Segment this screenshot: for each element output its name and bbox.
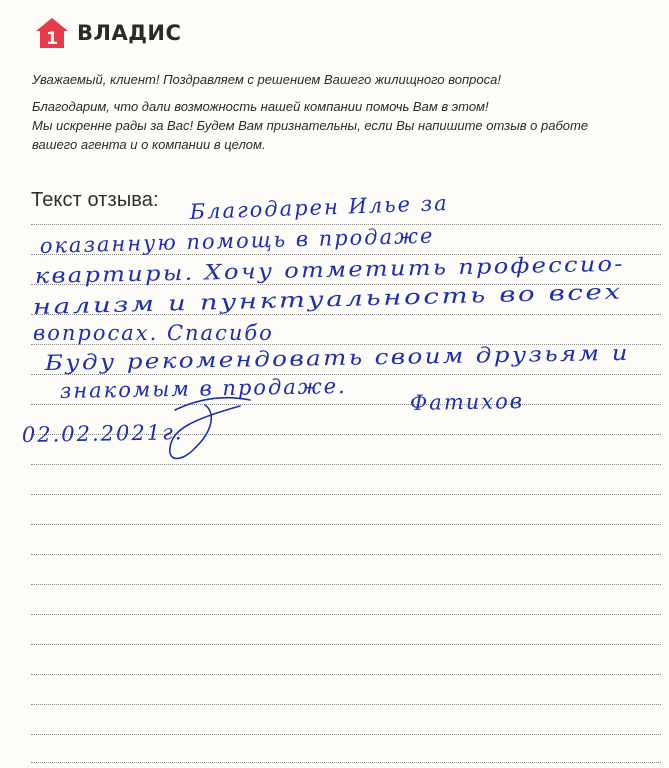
handwritten-line: квартиры. Хочу отметить профессио- <box>34 253 550 288</box>
intro-line-2: Мы искренне рады за Вас! Будем Вам признательны, если Вы напишите отзыв о работе <box>32 118 589 133</box>
handwritten-line: знакомым в продаже. <box>59 373 347 403</box>
handwritten-line: оказанную помощь в продаже <box>39 223 435 258</box>
handwritten-line: нализм и пунктуальность во всех <box>32 283 482 319</box>
handwritten-line: Благодарен Илье за <box>189 190 450 224</box>
intro-line-3: вашего агента и о компании в целом. <box>32 137 266 152</box>
handwritten-line: Буду рекомендовать своим друзьям и <box>44 342 544 375</box>
signature-scribble <box>170 398 250 459</box>
handwritten-signature-name: Фатихов <box>409 389 525 415</box>
handwritten-line: вопросах. Спасибо <box>33 321 274 345</box>
review-heading: Текст отзыва: <box>31 189 159 211</box>
greeting-line: Уважаемый, клиент! Поздравляем с решением Вашего жилищного вопроса! <box>32 72 501 87</box>
intro-line-1: Благодарим, что дали возможность нашей компании помочь Вам в этом! <box>32 99 489 114</box>
brand-name: ВЛАДИС <box>77 21 182 45</box>
handwritten-date: 02.02.2021г. <box>21 420 184 447</box>
badge-number: 1 <box>46 29 58 49</box>
